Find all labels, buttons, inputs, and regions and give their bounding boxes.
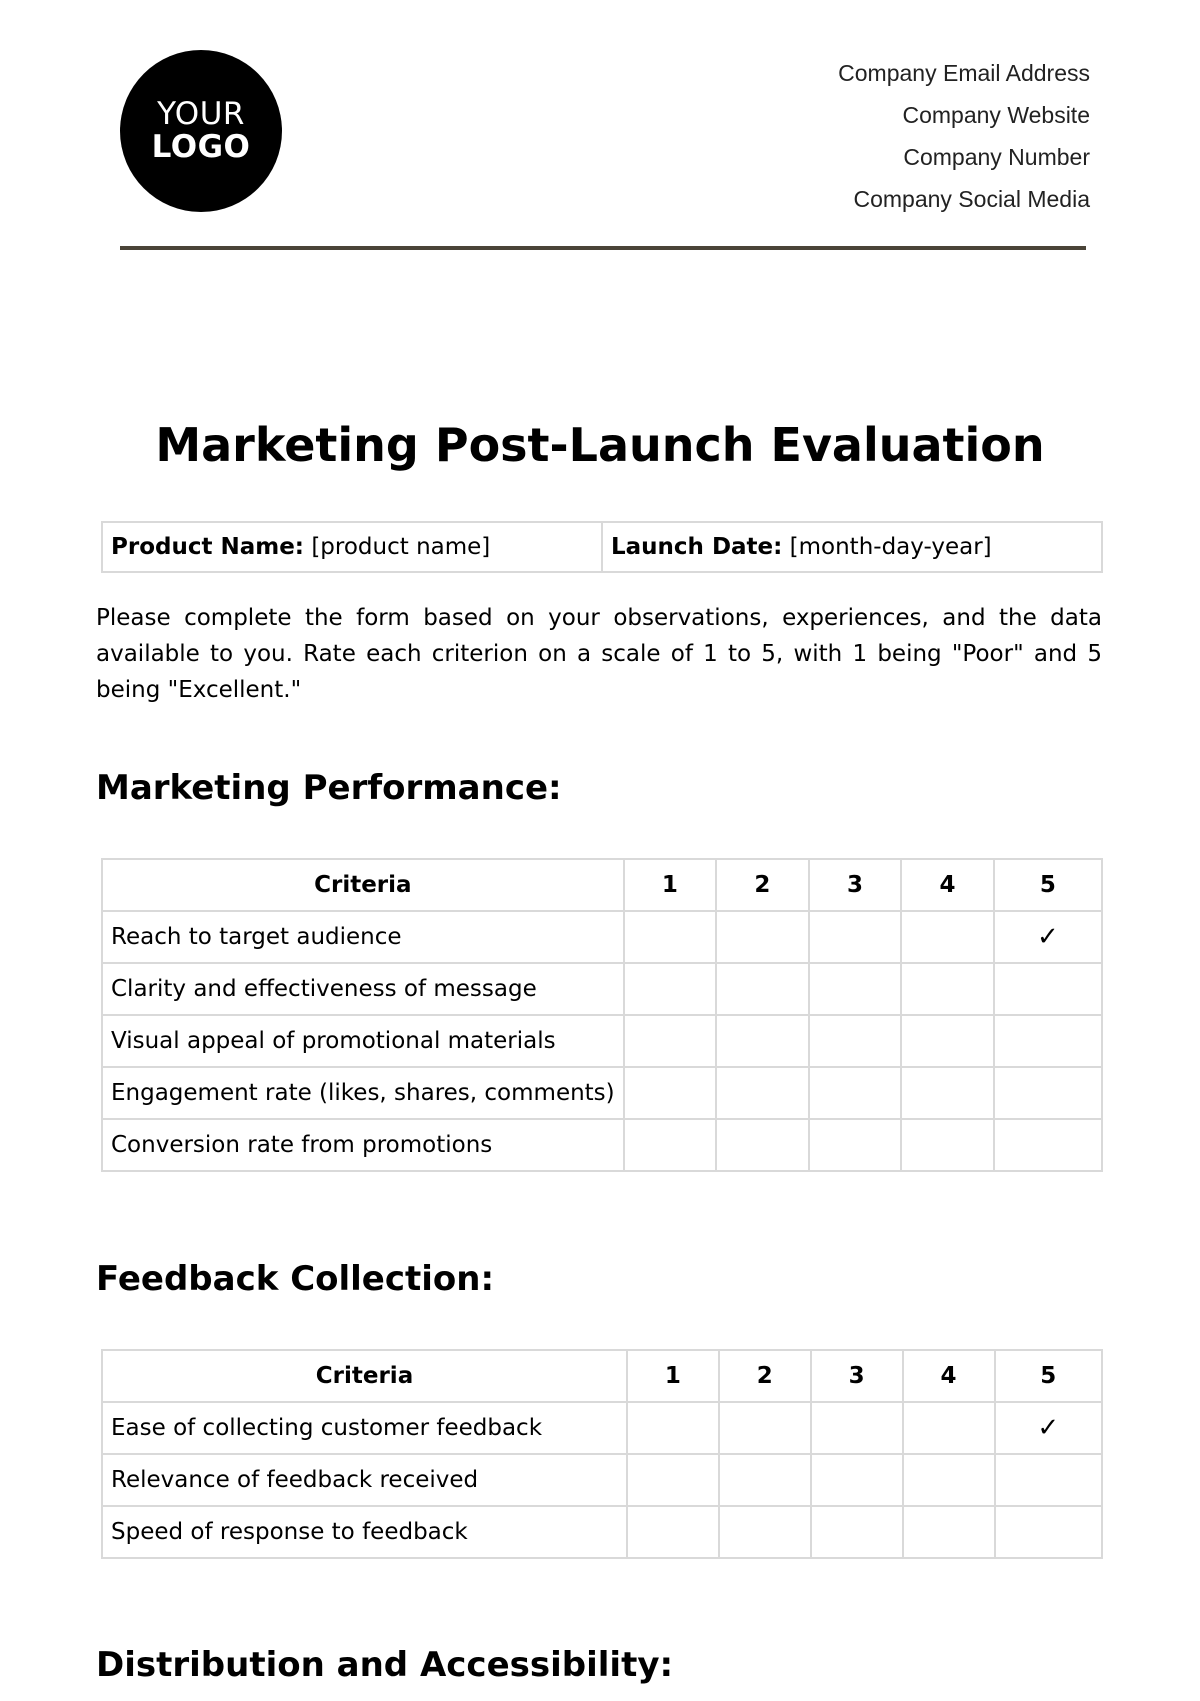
criterion-cell: Engagement rate (likes, shares, comments)	[102, 1067, 624, 1119]
product-name-cell	[102, 522, 602, 572]
header-divider	[120, 246, 1086, 250]
table-row	[102, 1067, 1102, 1119]
product-info-table	[101, 521, 1103, 573]
company-social-media: Company Social Media	[853, 186, 1090, 212]
rating-cell-5[interactable]: ✓	[994, 911, 1102, 963]
criterion-cell: Conversion rate from promotions	[102, 1119, 624, 1171]
criterion-cell: Ease of collecting customer feedback	[102, 1402, 627, 1454]
rating-cell-5[interactable]	[995, 1454, 1103, 1506]
launch-date-cell	[602, 522, 1102, 572]
rating-cell-4[interactable]	[901, 1015, 994, 1067]
rating-cell-1[interactable]	[627, 1402, 719, 1454]
rating-cell-3[interactable]	[811, 1506, 903, 1558]
rating-cell-1[interactable]	[627, 1506, 719, 1558]
rating-cell-5[interactable]	[994, 963, 1102, 1015]
rating-header-4: 4	[903, 1350, 995, 1402]
rating-cell-1[interactable]	[624, 1119, 717, 1171]
rating-cell-1[interactable]	[627, 1454, 719, 1506]
logo-line-1: YOUR	[157, 96, 245, 133]
rating-cell-4[interactable]	[901, 1119, 994, 1171]
rating-header-5: 5	[994, 859, 1102, 911]
rating-cell-2[interactable]	[719, 1506, 811, 1558]
criterion-cell: Clarity and effectiveness of message	[102, 963, 624, 1015]
rating-cell-2[interactable]	[719, 1402, 811, 1454]
document-title: Marketing Post-Launch Evaluation	[155, 418, 1045, 472]
rating-cell-2[interactable]	[716, 1067, 809, 1119]
rating-cell-3[interactable]	[811, 1454, 903, 1506]
company-number: Company Number	[903, 144, 1090, 170]
table-row	[102, 1454, 1102, 1506]
company-contact-block	[838, 52, 1090, 220]
rating-cell-2[interactable]	[716, 1119, 809, 1171]
company-logo	[120, 50, 282, 212]
criteria-header: Criteria	[102, 1350, 627, 1402]
criteria-header: Criteria	[102, 859, 624, 911]
section-title-marketing-performance: Marketing Performance:	[96, 768, 562, 808]
rating-cell-2[interactable]	[716, 963, 809, 1015]
rating-header-2: 2	[719, 1350, 811, 1402]
rating-header-2: 2	[716, 859, 809, 911]
criterion-cell: Relevance of feedback received	[102, 1454, 627, 1506]
criterion-cell: Speed of response to feedback	[102, 1506, 627, 1558]
rating-cell-3[interactable]	[809, 1119, 902, 1171]
table-row	[102, 1119, 1102, 1171]
rating-cell-2[interactable]	[716, 1015, 809, 1067]
launch-date-label: Launch Date:	[611, 534, 783, 560]
instructions-paragraph: Please complete the form based on your observations, experiences, and the data available to you. Rate each criterion on a scale of 1 to 5, with 1 being "Poor" and 5 being "Excellent."	[96, 605, 1102, 703]
rating-cell-5[interactable]	[994, 1119, 1102, 1171]
rating-cell-5[interactable]	[995, 1506, 1103, 1558]
table-row	[102, 963, 1102, 1015]
rating-cell-4[interactable]	[903, 1454, 995, 1506]
rating-cell-5[interactable]	[994, 1015, 1102, 1067]
rating-cell-4[interactable]	[901, 1067, 994, 1119]
table-header-row	[102, 859, 1102, 911]
rating-cell-2[interactable]	[716, 911, 809, 963]
rating-cell-4[interactable]	[901, 963, 994, 1015]
rating-cell-4[interactable]	[903, 1506, 995, 1558]
table-row	[102, 1506, 1102, 1558]
rating-header-5: 5	[995, 1350, 1103, 1402]
feedback-collection-table	[101, 1349, 1103, 1559]
section-title-feedback-collection: Feedback Collection:	[96, 1259, 495, 1299]
logo-line-2: LOGO	[151, 129, 251, 165]
rating-header-1: 1	[627, 1350, 719, 1402]
rating-cell-4[interactable]	[901, 911, 994, 963]
marketing-performance-table	[101, 858, 1103, 1172]
table-header-row	[102, 1350, 1102, 1402]
table-row	[102, 1402, 1102, 1454]
company-website: Company Website	[902, 102, 1090, 128]
table-row	[102, 911, 1102, 963]
rating-cell-3[interactable]	[811, 1402, 903, 1454]
criterion-cell: Visual appeal of promotional materials	[102, 1015, 624, 1067]
table-row	[102, 1015, 1102, 1067]
rating-cell-3[interactable]	[809, 911, 902, 963]
rating-cell-3[interactable]	[809, 1015, 902, 1067]
rating-header-3: 3	[811, 1350, 903, 1402]
rating-header-3: 3	[809, 859, 902, 911]
rating-cell-5[interactable]	[994, 1067, 1102, 1119]
product-name-label: Product Name:	[111, 534, 305, 560]
rating-cell-3[interactable]	[809, 963, 902, 1015]
criterion-cell: Reach to target audience	[102, 911, 624, 963]
company-email: Company Email Address	[838, 60, 1090, 86]
rating-header-4: 4	[901, 859, 994, 911]
rating-cell-1[interactable]	[624, 1015, 717, 1067]
rating-cell-1[interactable]	[624, 911, 717, 963]
launch-date-value: [month-day-year]	[782, 534, 992, 560]
rating-cell-1[interactable]	[624, 1067, 717, 1119]
rating-cell-5[interactable]: ✓	[995, 1402, 1103, 1454]
rating-cell-4[interactable]	[903, 1402, 995, 1454]
rating-cell-2[interactable]	[719, 1454, 811, 1506]
product-info-row	[102, 522, 1102, 572]
product-name-value: [product name]	[304, 534, 491, 560]
rating-cell-1[interactable]	[624, 963, 717, 1015]
rating-cell-3[interactable]	[809, 1067, 902, 1119]
rating-header-1: 1	[624, 859, 717, 911]
section-title-distribution-accessibility: Distribution and Accessibility:	[96, 1645, 674, 1685]
